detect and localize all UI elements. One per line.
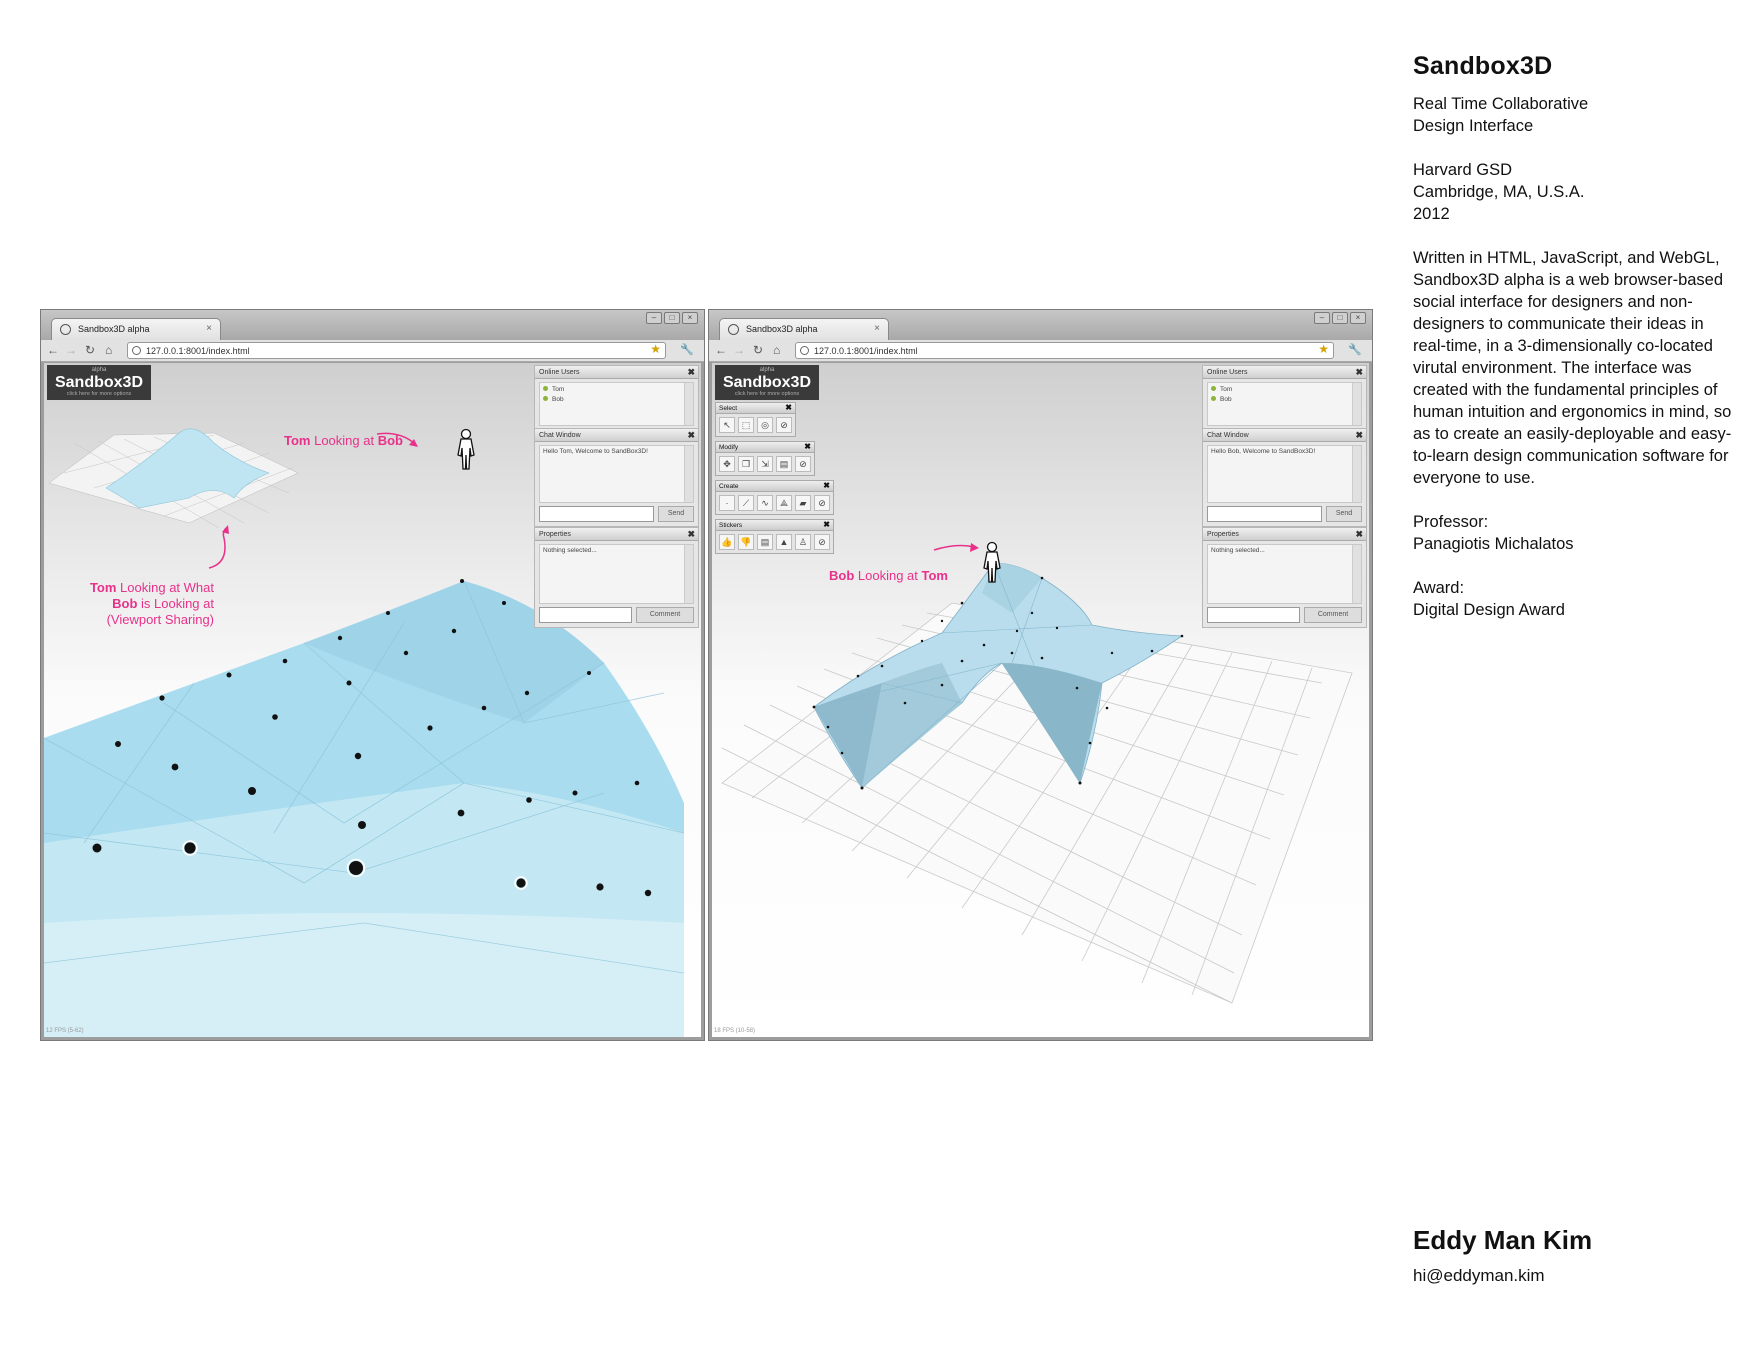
annotation-verb: Looking at [854,568,922,583]
annotation-arrow [209,528,226,568]
tab-close-icon[interactable]: × [206,323,212,334]
sandbox3d-logo[interactable] [47,365,151,400]
close-window-button[interactable]: × [682,312,698,324]
send-button[interactable]: Send [658,506,694,522]
comment-input[interactable] [539,607,632,623]
scrollbar[interactable] [1352,446,1361,502]
toolbox-title: Create [719,483,739,490]
bookmark-star-icon[interactable]: ★ [650,342,661,356]
author-email[interactable]: hi@eddyman.kim [1413,1266,1545,1285]
project-subtitle: Real Time Collaborative Design Interface [1413,95,1589,135]
url-text: 127.0.0.1:8001/index.html [146,346,250,356]
project-info [1413,52,1738,643]
tab-bar [709,310,1372,340]
curve-icon[interactable]: ∿ [757,495,773,511]
close-window-button[interactable]: × [1350,312,1366,324]
chat-log [1207,445,1362,503]
annotation-subject: Tom [89,580,117,595]
annotation-subject: Tom [284,433,311,448]
user-name: Bob [552,396,564,403]
address-bar[interactable] [127,342,666,359]
resize-icon[interactable]: ⇲ [757,456,773,472]
bookmark-star-icon[interactable]: ★ [1318,342,1329,356]
user-name: Tom [552,386,565,393]
person-icon[interactable]: ♙ [795,534,811,550]
close-icon[interactable]: ✖ [687,430,695,440]
tab-title: Sandbox3D alpha [746,324,818,334]
address-bar[interactable] [795,342,1334,359]
toolbox-title: Stickers [719,522,743,529]
annotation-target: Tom [921,568,948,583]
annotation-target: Bob [112,596,138,611]
user-row[interactable] [543,395,690,405]
globe-icon [800,346,809,355]
create-toolbox [715,480,834,515]
logo-alpha-tag: alpha [759,367,775,373]
avatar-bob-icon [458,430,474,470]
pointer-icon[interactable]: ↖ [719,417,735,433]
properties-text: Nothing selected... [1211,547,1265,554]
chat-message: Hello Bob, Welcome to SandBox3D! [1211,448,1316,455]
online-users-panel [534,365,699,430]
delete-icon[interactable]: ▤ [776,456,792,472]
user-list [1207,382,1362,426]
viewport-canvas[interactable] [44,363,701,1037]
browser-toolbar [709,340,1372,362]
panel-title: Properties [539,531,571,538]
page-favicon-icon [728,324,739,335]
logo-hint: click here for more options [734,391,800,397]
back-icon[interactable]: ← [715,343,727,357]
logo-alpha-tag: alpha [91,367,107,373]
project-title: Sandbox3D [1413,52,1553,80]
maximize-button[interactable]: □ [664,312,680,324]
user-row[interactable] [543,385,690,395]
solid-icon[interactable]: ▰ [795,495,811,511]
window-controls [1314,312,1366,324]
properties-panel [534,527,699,628]
author-block [1413,1225,1592,1286]
close-icon[interactable]: ✖ [804,442,811,451]
properties-body [539,544,694,604]
thumbs-down-icon[interactable]: 👎 [738,534,754,550]
viewport-canvas[interactable] [712,363,1369,1037]
annotation-bob-looking-at-tom [829,568,948,583]
surface-closeup[interactable] [44,579,684,1037]
online-dot-icon [543,396,548,401]
logo-title: Sandbox3D [54,374,143,391]
online-dot-icon [543,386,548,391]
lasso-icon[interactable]: ◎ [757,417,773,433]
wrench-icon[interactable]: 🔧 [680,344,694,356]
annotation-line: Looking at What [116,580,214,595]
toolbox-title: Modify [719,444,739,451]
properties-body [1207,544,1362,604]
browser-toolbar [41,340,704,362]
close-icon[interactable]: ✖ [1355,529,1363,539]
reload-icon[interactable]: ↻ [85,343,96,357]
browser-window-bob [708,309,1373,1041]
scrollbar[interactable] [684,446,693,502]
annotation-target: Bob [377,433,403,448]
surface-icon[interactable]: ⟁ [776,495,792,511]
home-icon[interactable]: ⌂ [105,343,113,357]
annotation-line: is Looking at [137,596,214,611]
close-icon[interactable]: ✖ [785,403,792,412]
wrench-icon[interactable]: 🔧 [1348,344,1362,356]
forward-icon[interactable]: → [733,343,745,357]
alert-icon[interactable]: ▲ [776,534,792,550]
tab-title: Sandbox3D alpha [78,324,150,334]
scrollbar[interactable] [1352,383,1361,425]
url-text: 127.0.0.1:8001/index.html [814,346,918,356]
fps-counter: 12 FPS (5-62) [46,1028,84,1034]
line-icon[interactable]: ⟋ [738,495,754,511]
comment-input[interactable] [1207,607,1300,623]
chat-message: Hello Tom, Welcome to SandBox3D! [543,448,648,455]
fps-counter: 18 FPS (10-58) [714,1028,756,1034]
panel-title: Chat Window [1207,432,1249,439]
sandbox3d-logo[interactable] [715,365,819,400]
chat-window-panel [534,428,699,527]
copy-icon[interactable]: ❐ [738,456,754,472]
close-icon[interactable]: ✖ [823,520,830,529]
chat-window-panel [1202,428,1367,527]
project-location: Harvard GSD Cambridge, MA, U.S.A. 2012 [1413,161,1585,223]
panel-title: Online Users [539,369,580,376]
home-icon[interactable]: ⌂ [773,343,781,357]
logo-hint: click here for more options [66,391,132,397]
window-controls [646,312,698,324]
panel-title: Online Users [1207,369,1248,376]
page-favicon-icon [60,324,71,335]
browser-tab[interactable] [719,318,889,340]
maximize-button[interactable]: □ [1332,312,1348,324]
tab-bar [41,310,704,340]
reload-icon[interactable]: ↻ [753,343,764,357]
box-select-icon[interactable]: ⬚ [738,417,754,433]
cancel-icon[interactable]: ⊘ [814,534,830,550]
send-button[interactable]: Send [1326,506,1362,522]
minimize-button[interactable]: – [1314,312,1330,324]
annotation-arrow [934,546,974,550]
comment-button[interactable]: Comment [1304,607,1362,623]
cancel-icon[interactable]: ⊘ [776,417,792,433]
online-dot-icon [1211,396,1216,401]
user-list [539,382,694,426]
close-icon[interactable]: ✖ [687,367,695,377]
logo-title: Sandbox3D [722,374,811,391]
panel-title: Properties [1207,531,1239,538]
online-dot-icon [1211,386,1216,391]
annotation-line: (Viewport Sharing) [106,612,214,627]
close-icon[interactable]: ✖ [687,529,695,539]
chat-input[interactable] [1207,506,1322,522]
comment-button[interactable]: Comment [636,607,694,623]
user-name: Bob [1220,396,1232,403]
annotation-tom-looking-at-bob [284,433,403,448]
tab-close-icon[interactable]: × [874,323,880,334]
user-row[interactable] [1211,385,1358,395]
user-name: Tom [1220,386,1233,393]
properties-text: Nothing selected... [543,547,597,554]
scrollbar[interactable] [1352,545,1361,603]
toolbox-title: Select [719,405,738,412]
modify-toolbox [715,441,815,476]
thumbs-up-icon[interactable]: 👍 [719,534,735,550]
close-icon[interactable]: ✖ [823,481,830,490]
shared-viewport-minimap [49,429,298,528]
project-award: Award: Digital Design Award [1413,579,1565,619]
annotation-subject: Bob [829,568,855,583]
forward-icon[interactable]: → [65,343,77,357]
move-icon[interactable]: ✥ [719,456,735,472]
scrollbar[interactable] [684,383,693,425]
close-icon[interactable]: ✖ [1355,367,1363,377]
browser-window-tom [40,309,705,1041]
point-icon[interactable]: · [719,495,735,511]
properties-panel [1202,527,1367,628]
author-name: Eddy Man Kim [1413,1225,1593,1255]
note-icon[interactable]: ▤ [757,534,773,550]
back-icon[interactable]: ← [47,343,59,357]
browser-tab[interactable] [51,318,221,340]
close-icon[interactable]: ✖ [1355,430,1363,440]
panel-title: Chat Window [539,432,581,439]
online-users-panel [1202,365,1367,430]
cancel-icon[interactable]: ⊘ [814,495,830,511]
scrollbar[interactable] [684,545,693,603]
user-row[interactable] [1211,395,1358,405]
stickers-toolbox [715,519,834,554]
project-description: Written in HTML, JavaScript, and WebGL, Sandbox3D alpha is a web browser-based social interface for designers and non-designers to communicate their ideas in real-time, in a 3-dimensionally co-located virutal environment. The interface was created with the fundamental principles of human intuition and ergonomics in mind, so as to create an easily-deployable and easy-to-learn design communication software for everyone to use. [1413,249,1732,487]
chat-log [539,445,694,503]
annotation-verb: Looking at [310,433,378,448]
select-toolbox [715,402,796,437]
project-professor: Professor: Panagiotis Michalatos [1413,513,1574,553]
cancel-icon[interactable]: ⊘ [795,456,811,472]
chat-input[interactable] [539,506,654,522]
annotation-viewport-sharing [86,580,214,628]
minimize-button[interactable]: – [646,312,662,324]
globe-icon [132,346,141,355]
